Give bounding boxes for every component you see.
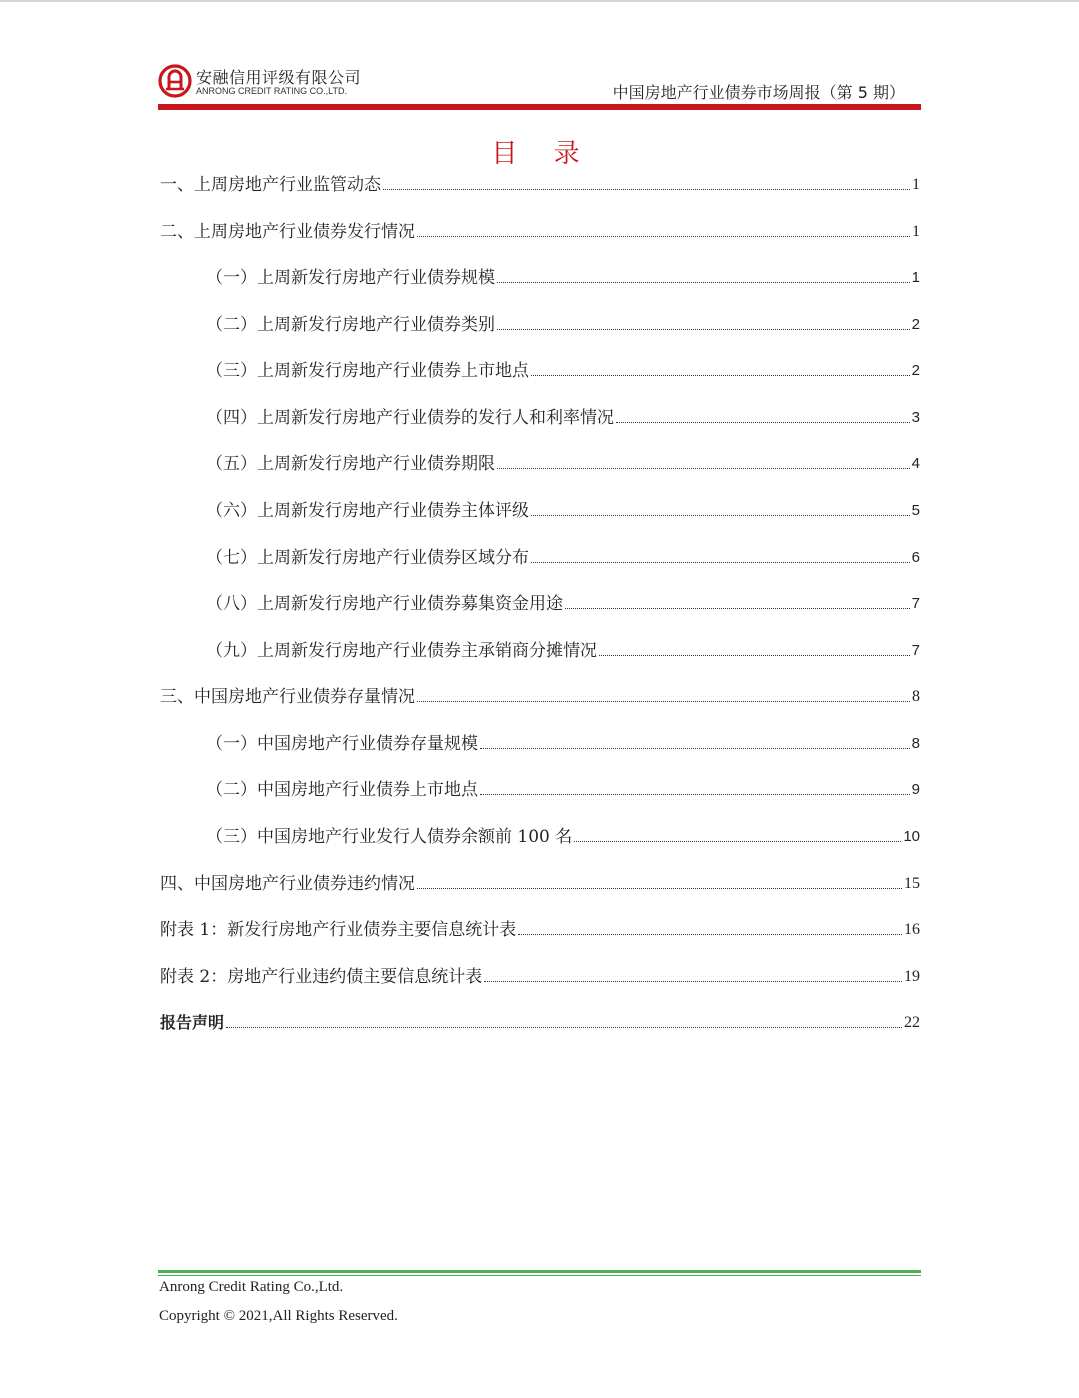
toc-page-number: 1	[911, 269, 920, 286]
toc-entry-text: （一）中国房地产行业债券存量规模	[206, 734, 478, 754]
toc-page-number: 7	[911, 595, 920, 612]
toc-entry[interactable]	[206, 773, 920, 801]
header-red-rule	[158, 104, 921, 110]
toc-page-number: 1	[912, 223, 920, 240]
toc-leader-dots	[531, 562, 910, 563]
toc-page-number: 6	[911, 549, 920, 566]
toc-entry[interactable]	[160, 960, 920, 988]
toc-page-number: 22	[904, 1014, 920, 1031]
toc-page-number: 16	[904, 921, 920, 938]
toc-entry[interactable]	[206, 587, 920, 615]
toc-page-number: 3	[911, 409, 920, 426]
footer-green-rule	[158, 1270, 921, 1273]
page-top-border	[0, 0, 1079, 2]
toc-entry-text: （六）上周新发行房地产行业债券主体评级	[206, 501, 529, 521]
toc-page-number: 4	[911, 455, 920, 472]
toc-entry-text: （五）上周新发行房地产行业债券期限	[206, 454, 495, 474]
toc-entry[interactable]	[160, 867, 920, 895]
toc-entry[interactable]	[206, 447, 920, 475]
toc-entry-text: （二）上周新发行房地产行业债券类别	[206, 315, 495, 335]
toc-entry-text: （三）上周新发行房地产行业债券上市地点	[206, 361, 529, 381]
toc-leader-dots	[531, 375, 910, 376]
toc-entry[interactable]	[160, 168, 920, 196]
company-name-en: ANRONG CREDIT RATING CO.,LTD.	[196, 86, 348, 96]
toc-entry[interactable]	[206, 401, 920, 429]
toc-leader-dots	[417, 888, 902, 889]
toc-entry[interactable]	[160, 1006, 920, 1034]
toc-leader-dots	[417, 236, 910, 237]
toc-page-number: 8	[911, 735, 920, 752]
toc-entry-text: 报告声明	[160, 1013, 225, 1032]
toc-entry[interactable]	[206, 261, 920, 289]
toc-leader-dots	[599, 655, 910, 656]
toc-page-number: 1	[912, 176, 920, 193]
toc-page-number: 19	[904, 968, 920, 985]
toc-leader-dots	[497, 468, 910, 469]
toc-entry-text: （八）上周新发行房地产行业债券募集资金用途	[206, 594, 563, 614]
toc-entry-text: （九）上周新发行房地产行业债券主承销商分摊情况	[206, 641, 597, 661]
toc-page-number: 7	[911, 642, 920, 659]
company-name-cn: 安融信用评级有限公司	[196, 68, 362, 87]
toc-leader-dots	[518, 934, 902, 935]
toc-entry-text: （四）上周新发行房地产行业债券的发行人和利率情况	[206, 408, 614, 428]
toc-entry-text: 一、上周房地产行业监管动态	[160, 175, 381, 195]
toc-entry-text: （三）中国房地产行业发行人债券余额前 100 名	[206, 827, 573, 847]
toc-entry[interactable]	[206, 308, 920, 336]
toc-leader-dots	[484, 981, 902, 982]
toc-leader-dots	[383, 189, 910, 190]
toc-entry-text: 三、中国房地产行业债券存量情况	[160, 687, 415, 707]
toc-entry[interactable]	[160, 913, 920, 941]
toc-entry[interactable]	[160, 680, 920, 708]
toc-entry-text: 附表 2：房地产行业违约债主要信息统计表	[160, 967, 483, 987]
toc-leader-dots	[480, 794, 910, 795]
toc-page-number: 2	[911, 316, 920, 333]
toc-page-number: 8	[912, 688, 920, 705]
toc-leader-dots	[531, 515, 910, 516]
toc-entry[interactable]	[206, 727, 920, 755]
toc-leader-dots	[417, 701, 910, 702]
report-title: 中国房地产行业债券市场周报（第 5 期）	[612, 83, 905, 102]
toc-entry[interactable]	[206, 634, 920, 662]
toc-leader-dots	[497, 329, 910, 330]
toc-leader-dots	[497, 282, 910, 283]
toc-entry[interactable]	[206, 494, 920, 522]
toc-entry-text: 二、上周房地产行业债券发行情况	[160, 222, 415, 242]
toc-leader-dots	[574, 841, 901, 842]
toc-page-number: 10	[903, 828, 920, 845]
toc-entry-text: （一）上周新发行房地产行业债券规模	[206, 268, 495, 288]
toc-entry[interactable]	[206, 541, 920, 569]
toc-page-number: 9	[911, 781, 920, 798]
toc-leader-dots	[226, 1027, 902, 1028]
toc-page-number: 15	[904, 875, 920, 892]
footer-company: Anrong Credit Rating Co.,Ltd.	[159, 1279, 344, 1295]
toc-entry-text: 附表 1：新发行房地产行业债券主要信息统计表	[160, 920, 517, 940]
toc-page-number: 2	[911, 362, 920, 379]
toc-entry[interactable]	[206, 820, 920, 848]
toc-leader-dots	[616, 422, 910, 423]
anrong-logo-icon	[158, 64, 192, 98]
toc-title: 目 录	[491, 139, 594, 169]
toc-entry-text: （二）中国房地产行业债券上市地点	[206, 780, 478, 800]
toc-entry-text: （七）上周新发行房地产行业债券区域分布	[206, 548, 529, 568]
footer-copyright: Copyright © 2021,All Rights Reserved.	[159, 1308, 398, 1324]
toc-leader-dots	[565, 608, 910, 609]
toc-entry-text: 四、中国房地产行业债券违约情况	[160, 874, 415, 894]
toc-page-number: 5	[911, 502, 920, 519]
toc-leader-dots	[480, 748, 910, 749]
toc-entry[interactable]	[160, 215, 920, 243]
toc-entry[interactable]	[206, 354, 920, 382]
footer-green-rule-thin	[158, 1275, 921, 1276]
